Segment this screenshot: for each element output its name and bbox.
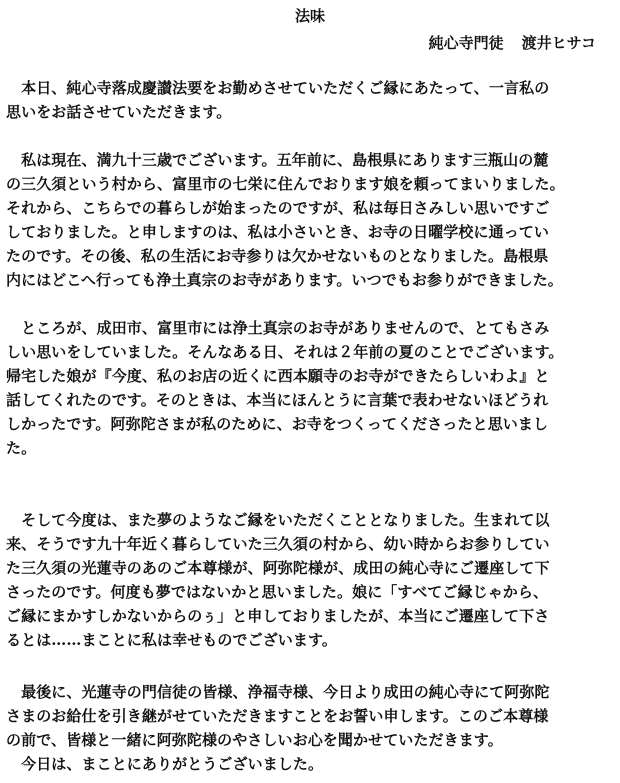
text-line: 帰宅した娘が『今度、私のお店の近くに西本願寺のお寺ができたらしいわよ』と <box>6 367 550 385</box>
paragraph-closing <box>6 680 610 776</box>
text-line: さったのです。何度も夢ではないかと思いました。娘に「すべてご縁じゃから、 <box>6 583 549 601</box>
paragraph-enshrinement <box>6 508 610 652</box>
text-line: 今日は、まことにありがとうございました。 <box>6 755 324 773</box>
text-line: た三久須の光蓮寺のあのご本尊様が、阿弥陀様が、成田の純心寺にご遷座して下 <box>6 559 550 577</box>
text-line: 本日、純心寺落成慶讃法要をお勤めさせていただくご縁にあたって、一言私の <box>6 79 550 97</box>
text-line: の前で、皆様と一緒に阿弥陀様のやさしいお心を聞かせていただきます。 <box>6 731 503 749</box>
text-line: それから、こちらでの暮らしが始まったのですが、私は毎日さみしい思いですご <box>6 199 550 217</box>
text-line: た。 <box>6 439 37 457</box>
text-line: しかったです。阿弥陀さまが私のために、お寺をつくってくださったと思いまし <box>6 415 549 433</box>
paragraph-temple-news <box>6 316 610 460</box>
author-affiliation: 純心寺門徒 <box>428 34 504 52</box>
author-name: 渡井ヒサコ <box>521 34 596 52</box>
text-line: るとは……まことに私は幸せものでございます。 <box>6 631 338 649</box>
text-line: しておりました。と申しますのは、私は小さいとき、お寺の日曜学校に通ってい <box>6 223 550 241</box>
text-line: しい思いをしていました。そんなある日、それは２年前の夏のことでございます。 <box>6 343 564 361</box>
text-line: 来、そうです九十年近く暮らしていた三久須の村から、幼い時からお参りしてい <box>6 535 550 553</box>
text-line: さまのお給仕を引き継がせていただきますことをお誓い申します。このご本尊様 <box>6 707 549 725</box>
author-line <box>429 33 596 53</box>
text-line: 話してくれたのです。そのときは、本当にほんとうに言葉で表わせないほどうれ <box>6 391 549 409</box>
text-line: 思いをお話させていただきます。 <box>6 103 232 121</box>
text-line: ご縁にまかすしかないからのぅ」と申しておりましたが、本当にご遷座して下さ <box>6 607 550 625</box>
document-title: 法味 <box>294 7 325 25</box>
text-line: たのです。その後、私の生活にお寺参りは欠かせないものとなりました。島根県 <box>6 247 549 265</box>
text-line: そして今度は、また夢のようなご縁をいただくこととなりました。生まれて以 <box>6 511 550 529</box>
text-line: 内にはどこへ行っても浄土真宗のお寺があります。いつでもお参りができました。 <box>6 271 563 289</box>
text-line: 最後に、光蓮寺の門信徒の皆様、浄福寺様、今日より成田の純心寺にて阿弥陀 <box>6 683 550 701</box>
paragraph-background <box>6 148 610 292</box>
text-line: ところが、成田市、富里市には浄土真宗のお寺がありませんので、とてもさみ <box>6 319 550 337</box>
text-line: の三久須という村から、富里市の七栄に住んでおります娘を頼ってまいりました。 <box>6 175 565 193</box>
paragraph-opening <box>6 76 610 124</box>
text-line: 私は現在、満九十三歳でございます。五年前に、島根県にあります三瓶山の麓 <box>6 151 549 169</box>
